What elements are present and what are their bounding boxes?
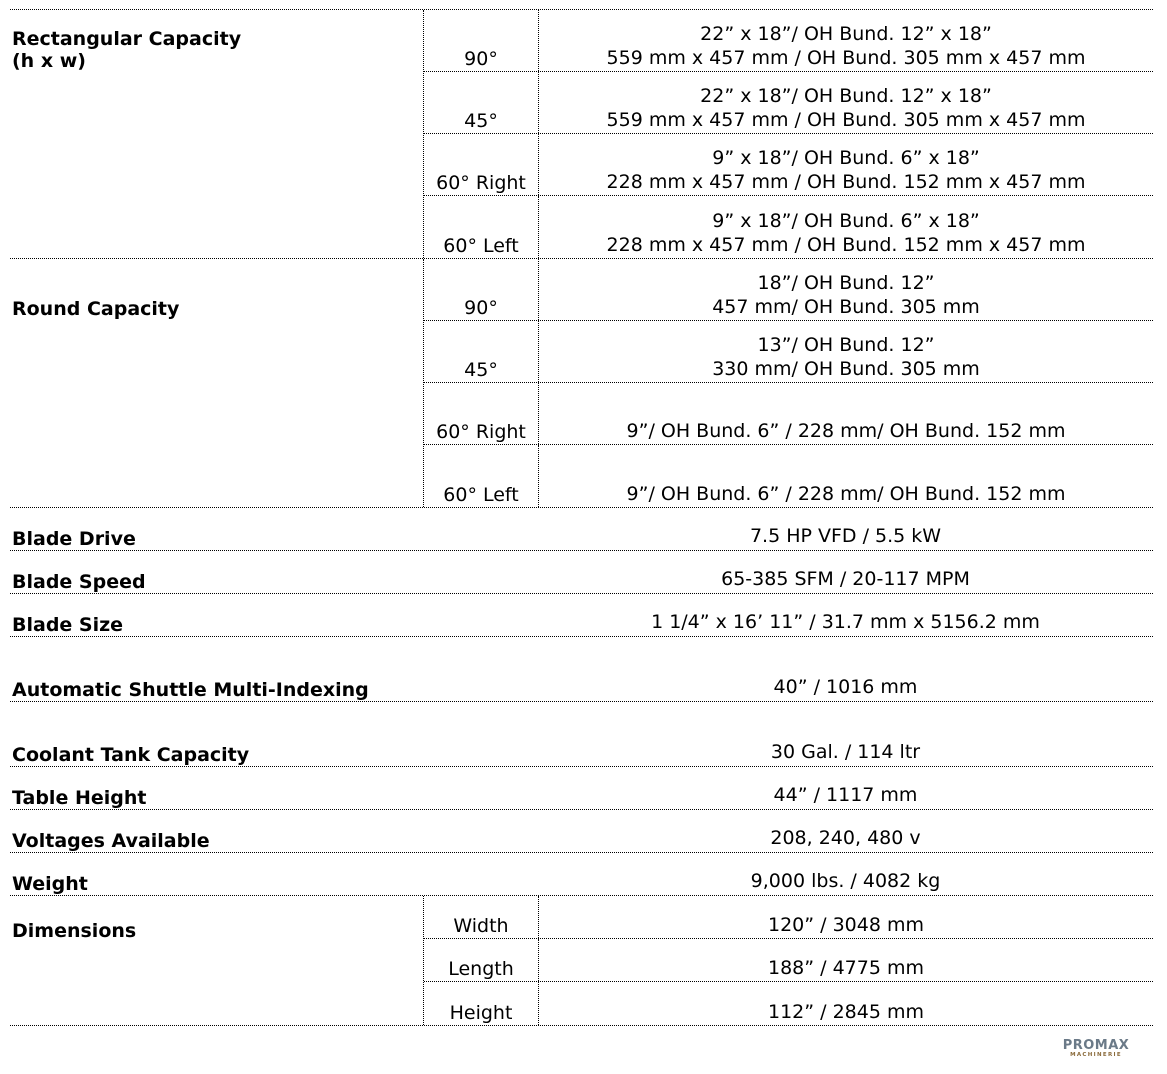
spec-label: Voltages Available xyxy=(12,830,210,852)
promax-logo xyxy=(1054,1040,1138,1056)
angle-label: 45° xyxy=(424,321,539,382)
dimension-value: 112” / 2845 mm xyxy=(768,1001,924,1023)
spec-value: 40” / 1016 mm xyxy=(773,676,918,698)
dimension-name: Length xyxy=(424,939,539,981)
rect-capacity-rows xyxy=(423,10,1153,258)
angle-label: 60° Left xyxy=(424,196,539,258)
logo-tagline: MACHINERIE xyxy=(1070,1052,1122,1058)
spec-label: Blade Speed xyxy=(12,571,146,593)
round-capacity-group xyxy=(10,259,1153,508)
spec-sheet xyxy=(10,9,1153,1026)
rect-capacity-label-line1: Rectangular Capacity xyxy=(12,28,242,50)
round-capacity-row-60-left xyxy=(424,445,1153,507)
angle-label: 45° xyxy=(424,72,539,133)
dimensions-group xyxy=(10,896,1153,1026)
rect-capacity-row-90 xyxy=(424,10,1153,72)
spec-value: 44” / 1117 mm xyxy=(773,784,918,806)
spec-value: 7.5 HP VFD / 5.5 kW xyxy=(749,525,942,547)
rect-capacity-row-60-right xyxy=(424,134,1153,196)
spec-value: 30 Gal. / 114 ltr xyxy=(770,741,921,763)
spec-label: Blade Drive xyxy=(12,528,136,550)
spec-label: Coolant Tank Capacity xyxy=(12,744,250,766)
round-capacity-row-45 xyxy=(424,321,1153,383)
angle-label: 90° xyxy=(424,10,539,71)
dimension-row-width xyxy=(424,896,1153,939)
rect-capacity-row-45 xyxy=(424,72,1153,134)
round-capacity-label: Round Capacity xyxy=(12,298,180,320)
spec-value: 208, 240, 480 v xyxy=(770,827,921,849)
capacity-imperial: 18”/ OH Bund. 12” xyxy=(757,272,935,294)
round-capacity-row-90 xyxy=(424,259,1153,321)
capacity-value xyxy=(539,72,1153,133)
angle-label: 60° Right xyxy=(424,383,539,444)
capacity-value xyxy=(539,134,1153,195)
capacity-metric: 228 mm x 457 mm / OH Bund. 152 mm x 457 mm xyxy=(606,234,1086,256)
spec-row-weight xyxy=(10,853,1153,896)
capacity-imperial: 22” x 18”/ OH Bund. 12” x 18” xyxy=(700,85,992,107)
spec-row-coolant-tank xyxy=(10,702,1153,767)
spec-label: Weight xyxy=(12,873,88,895)
rect-capacity-row-60-left xyxy=(424,196,1153,258)
capacity-combined: 9”/ OH Bund. 6” / 228 mm/ OH Bund. 152 mm xyxy=(626,483,1066,505)
dimensions-rows xyxy=(423,896,1153,1025)
capacity-metric: 330 mm/ OH Bund. 305 mm xyxy=(712,358,980,380)
spec-row-table-height xyxy=(10,767,1153,810)
capacity-value xyxy=(539,196,1153,258)
spec-value: 9,000 lbs. / 4082 kg xyxy=(750,870,941,892)
capacity-combined: 9”/ OH Bund. 6” / 228 mm/ OH Bund. 152 mm xyxy=(626,420,1066,442)
dimension-name: Height xyxy=(424,982,539,1025)
spec-row-shuttle-indexing xyxy=(10,637,1153,702)
rect-capacity-label-line2: (h x w) xyxy=(12,50,86,72)
capacity-imperial: 22” x 18”/ OH Bund. 12” x 18” xyxy=(700,23,992,45)
dimension-row-height xyxy=(424,982,1153,1025)
capacity-metric: 228 mm x 457 mm / OH Bund. 152 mm x 457 mm xyxy=(606,171,1086,193)
spec-row-blade-speed xyxy=(10,551,1153,594)
spec-row-blade-drive xyxy=(10,508,1153,551)
capacity-imperial: 13”/ OH Bund. 12” xyxy=(757,334,935,356)
capacity-value xyxy=(539,445,1153,507)
spec-row-voltages xyxy=(10,810,1153,853)
dimension-name: Width xyxy=(424,896,539,938)
spec-value: 65-385 SFM / 20-117 MPM xyxy=(721,568,970,590)
spec-value: 1 1/4” x 16’ 11” / 31.7 mm x 5156.2 mm xyxy=(651,611,1040,633)
capacity-value xyxy=(539,383,1153,444)
rect-capacity-group xyxy=(10,10,1153,259)
angle-label: 60° Right xyxy=(424,134,539,195)
spec-label: Blade Size xyxy=(12,614,124,636)
capacity-value xyxy=(539,259,1153,320)
capacity-value xyxy=(539,321,1153,382)
rect-capacity-label xyxy=(10,10,423,258)
dimension-row-length xyxy=(424,939,1153,982)
dimension-value: 120” / 3048 mm xyxy=(768,914,924,936)
angle-label: 90° xyxy=(424,259,539,320)
round-capacity-rows xyxy=(423,259,1153,507)
capacity-imperial: 9” x 18”/ OH Bund. 6” x 18” xyxy=(712,147,980,169)
spec-label: Table Height xyxy=(12,787,147,809)
spec-row-blade-size xyxy=(10,594,1153,637)
round-capacity-row-60-right xyxy=(424,383,1153,445)
logo-wordmark: PROMAX xyxy=(1062,1038,1130,1053)
capacity-metric: 457 mm/ OH Bund. 305 mm xyxy=(712,296,980,318)
dimensions-label: Dimensions xyxy=(12,920,137,942)
capacity-metric: 559 mm x 457 mm / OH Bund. 305 mm x 457 mm xyxy=(606,109,1086,131)
angle-label: 60° Left xyxy=(424,445,539,507)
capacity-metric: 559 mm x 457 mm / OH Bund. 305 mm x 457 mm xyxy=(606,47,1086,69)
dimension-value: 188” / 4775 mm xyxy=(768,957,924,979)
capacity-value xyxy=(539,10,1153,71)
spec-label: Automatic Shuttle Multi-Indexing xyxy=(12,679,369,701)
capacity-imperial: 9” x 18”/ OH Bund. 6” x 18” xyxy=(712,210,980,232)
